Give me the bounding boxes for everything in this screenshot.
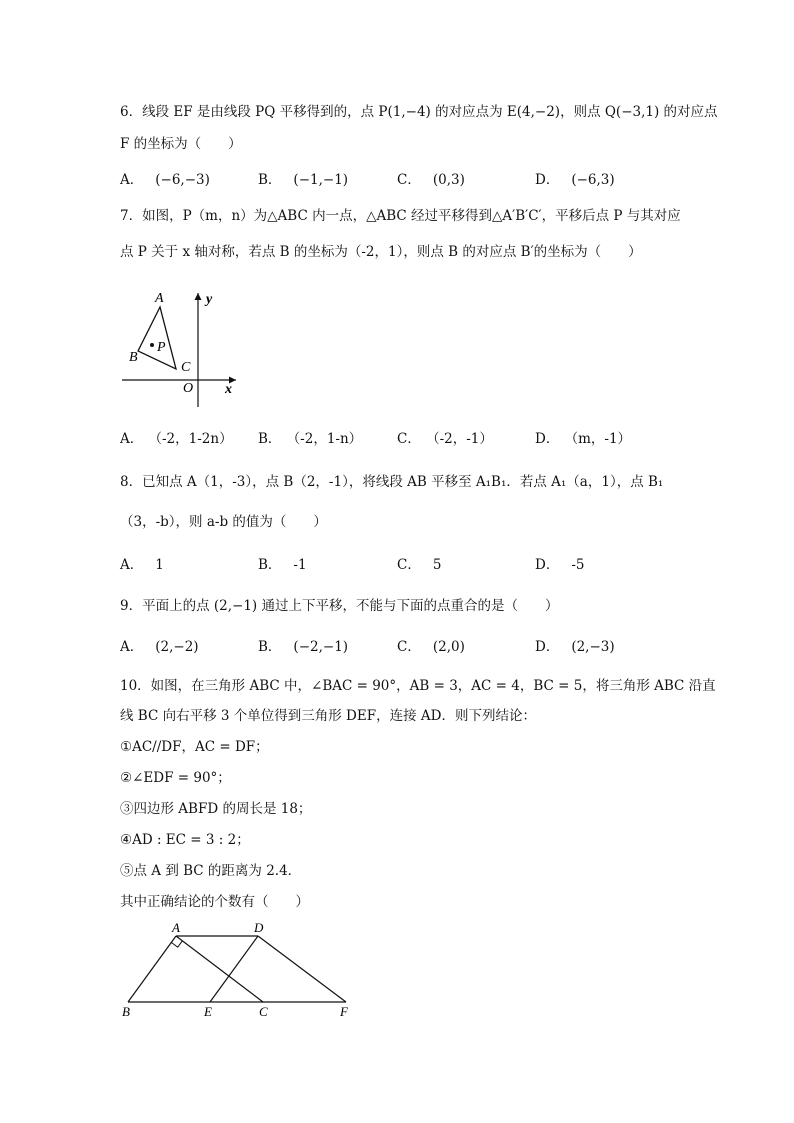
q10-label-c: C xyxy=(259,1004,268,1019)
q7-label-x: x xyxy=(225,382,232,397)
q7-option-a-label: A． xyxy=(120,431,144,447)
q8-option-b-label: B． xyxy=(258,557,282,573)
q10-conclusion-3: ③四边形 ABFD 的周长是 18； xyxy=(120,801,312,817)
q8-option-b[interactable] xyxy=(258,555,307,575)
q10-conclusion-4: ④AD : EC = 3 : 2； xyxy=(120,832,250,848)
q6-option-d-text: (−6,3) xyxy=(571,172,615,188)
q8-option-d-label: D． xyxy=(535,557,560,573)
q10-conclusion-5: ⑤点 A 到 BC 的距离为 2.4． xyxy=(120,863,302,879)
q7-option-b-text: （-2，1-n） xyxy=(293,431,363,447)
q7-option-d-text: （m，-1） xyxy=(571,431,632,447)
q7-label-a: A xyxy=(155,291,164,306)
q9-option-d-text: (2,−3) xyxy=(571,639,615,655)
q9-option-a-label: A． xyxy=(120,639,144,655)
q8-option-d[interactable] xyxy=(535,555,584,575)
q7-stem-line1: 7．如图，P（m，n）为△ABC 内一点，△ABC 经过平移得到△A′B′C′，平移后点 P 与其对应 xyxy=(120,208,681,224)
q9-option-c-text: (2,0) xyxy=(432,639,465,655)
q6-option-c[interactable] xyxy=(397,170,465,190)
q6-option-b-label: B． xyxy=(258,172,282,188)
q9-option-a-text: (2,−2) xyxy=(155,639,199,655)
q7-option-b-label: B． xyxy=(258,431,282,447)
q7-label-p: P xyxy=(157,340,166,355)
q10-segment-df xyxy=(258,936,346,1002)
q9-option-a[interactable] xyxy=(120,637,199,657)
q7-option-a-text: （-2，1-2n） xyxy=(155,431,233,447)
q10-right-angle-mark xyxy=(171,941,182,947)
q6-option-d[interactable] xyxy=(535,170,615,190)
q9-option-b-label: B． xyxy=(258,639,282,655)
q7-label-c: C xyxy=(181,360,191,375)
q8-option-c[interactable] xyxy=(397,555,441,575)
q7-option-a[interactable] xyxy=(120,429,233,449)
q10-segment-ac xyxy=(176,936,263,1002)
q6-option-b-text: (−1,−1) xyxy=(293,172,349,188)
q6-option-a-label: A． xyxy=(120,172,144,188)
q10-segment-ab xyxy=(128,936,176,1002)
q9-stem-line1: 9．平面上的点 (2,−1) 通过上下平移，不能与下面的点重合的是（ ） xyxy=(120,598,559,614)
q7-label-o: O xyxy=(183,381,194,396)
q7-figure xyxy=(118,285,248,410)
q9-option-c-label: C． xyxy=(397,639,421,655)
q9-option-b-text: (−2,−1) xyxy=(293,639,349,655)
q7-label-y: y xyxy=(206,292,213,307)
q6-stem-line1: 6．线段 EF 是由线段 PQ 平移得到的，点 P(1,−4) 的对应点为 E(4,−2)，则点 Q(−3,1) 的对应点 xyxy=(120,104,718,120)
q7-stem-line2: 点 P 关于 x 轴对称，若点 B 的坐标为（-2，1），则点 B 的对应点 B′的坐标为（ ） xyxy=(120,244,642,260)
q8-option-d-text: -5 xyxy=(571,557,585,573)
q6-option-b[interactable] xyxy=(258,170,348,190)
q10-conclusion-2: ②∠EDF = 90°； xyxy=(120,770,231,786)
q10-label-f: F xyxy=(340,1004,348,1019)
q6-stem-line2: F 的坐标为（ ） xyxy=(120,136,242,152)
q10-figure xyxy=(118,920,368,1020)
q10-question: 其中正确结论的个数有（ ） xyxy=(120,894,309,910)
q9-option-d-label: D． xyxy=(535,639,560,655)
q10-label-d: D xyxy=(254,920,264,935)
q10-stem-line2: 线 BC 向右平移 3 个单位得到三角形 DEF，连接 AD．则下列结论： xyxy=(120,708,536,724)
q10-stem-line1: 10．如图，在三角形 ABC 中，∠BAC = 90°，AB = 3，AC = 4，BC = 5，将三角形 ABC 沿直 xyxy=(120,678,716,694)
q7-option-b[interactable] xyxy=(258,429,362,449)
q8-option-a-label: A． xyxy=(120,557,144,573)
q8-option-c-label: C． xyxy=(397,557,421,573)
q9-option-b[interactable] xyxy=(258,637,348,657)
q6-option-c-text: (0,3) xyxy=(432,172,465,188)
q10-label-e: E xyxy=(204,1004,212,1019)
q8-option-b-text: -1 xyxy=(293,557,307,573)
q10-label-a: A xyxy=(172,920,180,935)
q6-option-d-label: D． xyxy=(535,172,560,188)
q10-conclusion-1: ①AC//DF，AC = DF； xyxy=(120,739,269,755)
q9-option-c[interactable] xyxy=(397,637,465,657)
q8-stem-line1: 8．已知点 A（1，-3），点 B（2，-1），将线段 AB 平移至 A₁B₁．若点 A₁（a，1），点 B₁ xyxy=(120,474,664,490)
q7-option-c-text: （-2，-1） xyxy=(432,431,493,447)
q7-option-d-label: D． xyxy=(535,431,560,447)
q7-triangle-abc xyxy=(138,307,176,369)
q10-label-b: B xyxy=(122,1004,130,1019)
q6-option-a[interactable] xyxy=(120,170,210,190)
q9-option-d[interactable] xyxy=(535,637,615,657)
q7-point-p xyxy=(150,343,154,347)
q8-option-a[interactable] xyxy=(120,555,164,575)
q7-option-c[interactable] xyxy=(397,429,493,449)
q7-option-d[interactable] xyxy=(535,429,631,449)
q6-option-a-text: (−6,−3) xyxy=(155,172,210,188)
q8-stem-line2: （3，-b），则 a-b 的值为（ ） xyxy=(120,514,327,530)
q7-label-b: B xyxy=(129,350,138,365)
q8-option-a-text: 1 xyxy=(155,557,164,573)
q6-option-c-label: C． xyxy=(397,172,421,188)
q8-option-c-text: 5 xyxy=(432,557,442,573)
q7-option-c-label: C． xyxy=(397,431,421,447)
